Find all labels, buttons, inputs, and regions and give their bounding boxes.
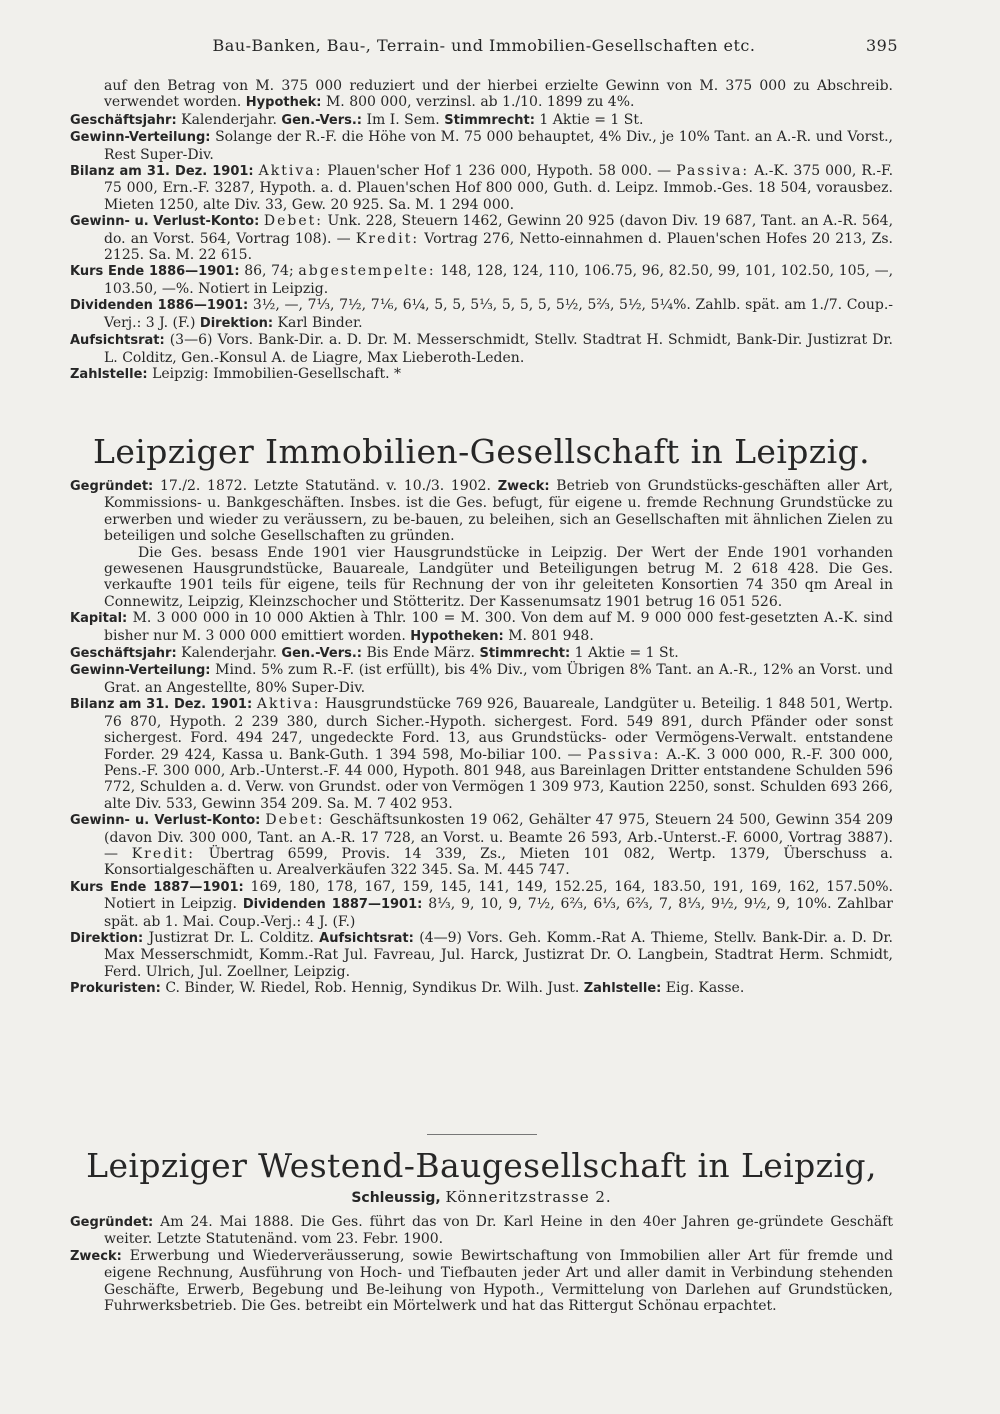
- prev-intro: auf den Betrag von M. 375 000 reduziert und der hierbei erzielte Gewinn von M. 375 000 zu Abschreib. verwendet worden. Hypothek: M. 800 000, verzinsl. ab 1./10. 1899 zu 4%.: [104, 78, 893, 111]
- prev-kurs: Kurs Ende 1886—1901: 86, 74; abgestempelte: 148, 128, 124, 110, 106.75, 96, 82.50, 99, 101, 102.50, 105, —, 103.50, —%. Notiert in Leipzig.: [70, 263, 894, 297]
- section-divider: [427, 1134, 537, 1135]
- lig-bilanz: Bilanz am 31. Dez. 1901: Aktiva: Hausgrundstücke 769 926, Bauareale, Landgüter u. Beteilig. 1 848 501, Wertp. 76 870, Hypoth. 2 239 380, durch Sicher.-Hypoth. sichergest. Ford. 549 891, durch Pfänder oder sonst sichergest. Ford. 494 247, ungedeckte Ford. 13, aus Grundstücks- oder Vermögens-Verwalt. entstandene Forder. 29 424, Kassa u. Bank-Guth. 1 394 598, Mo-biliar 100. — Passiva: A.-K. 3 000 000, R.-F. 300 000, Pens.-F. 300 000, Arb.-Unterst.-F. 44 000, Hypoth. 801 948, aus Bareinlagen Dritter entstandene Schulden 596 772, Schulden a. d. Verw. von Grundst. oder von Vermögen 1 309 973, Kaution 2250, sonst. Schulden 693 266, alte Div. 533, Gewinn 354 209. Sa. M. 7 402 953.: [70, 696, 894, 812]
- hypothek-label: Hypothek:: [245, 95, 322, 111]
- lig-prokuristen: Prokuristen: C. Binder, W. Riedel, Rob. Hennig, Syndikus Dr. Wilh. Just. Zahlstelle: Eig. Kasse.: [70, 980, 745, 997]
- prev-dividenden: Dividenden 1886—1901: 3½, —, 7⅓, 7½, 7⅙, 6¼, 5, 5, 5⅓, 5, 5, 5, 5½, 5⅔, 5½, 5¼%. Zahlb. spät. am 1./7. Coup.-Verj.: 3 J. (F.) Direktion: Karl Binder.: [70, 297, 894, 331]
- lig-gewinn-verteilung: Gewinn-Verteilung: Mind. 5% zum R.-F. (ist erfüllt), bis 4% Div., vom Übrigen 8% Tant. an A.-R., 12% an Vorst. und Grat. an Angestellte, 80% Super-Div.: [70, 662, 893, 696]
- westend-entry: [70, 1214, 893, 1314]
- lig-gewinn-verlust: Gewinn- u. Verlust-Konto: Debet: Geschäftsunkosten 19 062, Gehälter 47 975, Steuern 24 500, Gewinn 354 209 (davon Div. 300 000, Tant. an A.-R. 17 728, an Vorst. u. Beamte 26 593, Arb.-Unterst.-F. 6000, Vortrag 3887). — Kredit: Übertrag 6599, Provis. 14 339, Zs., Mieten 101 082, Wertp. 1379, Überschuss a. Konsortialgeschäften u. Arealverkäufen 322 345. Sa. M. 445 747.: [70, 812, 894, 879]
- lig-description: Die Ges. besass Ende 1901 vier Hausgrundstücke in Leipzig. Der Wert der Ende 1901 vorhanden gewesenen Hausgrundstücke, Bauareale, Landgüter und Beteiligungen betrug M. 2 618 428. Die Ges. verkaufte 1901 teils für eigene, teils für Rechnung der von ihr geleiteten Konsortien 74 350 qm Areal in Connewitz, Leipzig, Kleinzschocher und Stötteritz. Der Kassenumsatz 1901 betrug 16 051 526.: [104, 544, 893, 610]
- prev-gewinn-verteilung: Gewinn-Verteilung: Solange der R.-F. die Höhe von M. 75 000 behauptet, 4% Div., je 10% Tant. an A.-R. und Vorst., Rest Super-Div.: [70, 129, 893, 163]
- running-title: Bau-Banken, Bau-, Terrain- und Immobilien-Gesellschaften etc.: [212, 36, 756, 55]
- prev-geschaeftsjahr: Geschäftsjahr: Kalenderjahr. Gen.-Vers.: Im I. Sem. Stimmrecht: 1 Aktie = 1 St.: [70, 111, 644, 128]
- previous-entry: [70, 78, 893, 383]
- immobilien-entry: [70, 478, 893, 998]
- lig-geschaeftsjahr: Geschäftsjahr: Kalenderjahr. Gen.-Vers.: Bis Ende März. Stimmrecht: 1 Aktie = 1 St.: [70, 645, 679, 662]
- lig-direktion: Direktion: Justizrat Dr. L. Colditz. Aufsichtsrat: (4—9) Vors. Geh. Komm.-Rat A. Thieme, Stellv. Bank-Dir. a. D. Dr. Max Messerschmidt, Komm.-Rat Jul. Favreau, Jul. Harck, Justizrat Dr. O. Langbein, Stadtrat Herm. Schmidt, Ferd. Ulrich, Jul. Zoellner, Leipzig.: [70, 929, 894, 980]
- lwb-zweck: Zweck: Erwerbung und Wiederveräusserung, sowie Bewirtschaftung von Immobilien aller Art für fremde und eigene Rechnung, Ausführung von Hoch- und Tiefbauten jeder Art und aller damit in Verbindung stehenden Geschäfte, Erwerb, Begebung und Be-leihung von Hypoth., Vermittelung von Darlehen auf Grundstücken, Fuhrwerksbetrieb. Die Ges. betreibt ein Mörtelwerk und hat das Rittergut Schönau erpachtet.: [70, 1247, 894, 1315]
- prev-gewinn-verlust: Gewinn- u. Verlust-Konto: Debet: Unk. 228, Steuern 1462, Gewinn 20 925 (davon Div. 19 687, Tant. an A.-R. 564, do. an Vorst. 564, Vortrag 108). — Kredit: Vortrag 276, Netto-einnahmen d. Plauen'schen Hofes 20 213, Zs. 2125. Sa. M. 22 615.: [70, 213, 894, 264]
- lwb-gegruendet: Gegründet: Am 24. Mai 1888. Die Ges. führt das von Dr. Karl Heine in den 40er Jahren ge-gründete Geschäft weiter. Letzte Statutenänd. vom 23. Febr. 1900.: [70, 1214, 893, 1248]
- prev-aufsichtsrat: Aufsichtsrat: (3—6) Vors. Bank-Dir. a. D. Dr. M. Messerschmidt, Stellv. Stadtrat H. Schmidt, Bank-Dir. Justizrat Dr. L. Colditz, Gen.-Konsul A. de Liagre, Max Lieberoth-Leden.: [70, 332, 893, 366]
- page-number: 395: [865, 36, 898, 55]
- lig-kapital: Kapital: M. 3 000 000 in 10 000 Aktien à Thlr. 100 = M. 300. Von dem auf M. 9 000 000 fest-gesetzten A.-K. sind bisher nur M. 3 000 000 emittiert worden. Hypotheken: M. 801 948.: [70, 610, 893, 644]
- company-title-immobilien: Leipziger Immobilien-Gesellschaft in Leipzig.: [93, 432, 870, 471]
- lig-gegruendet: Gegründet: 17./2. 1872. Letzte Statutänd. v. 10./3. 1902. Zweck: Betrieb von Grundstücks-geschäften aller Art, Kommissions- u. Bankgeschäften. Insbes. ist die Ges. befugt, für eigene u. fremde Rechnung Grundstücke zu erwerben und wieder zu veräussern, zu be-bauen, zu beleihen, sich an Gesellschaften mit ähnlichen Zielen zu beteiligen und solche Gesellschaften zu gründen.: [70, 478, 894, 545]
- company-address: Schleussig, Könneritzstrasse 2.: [351, 1188, 612, 1206]
- lig-kurs: Kurs Ende 1887—1901: 169, 180, 178, 167, 159, 145, 141, 149, 152.25, 164, 183.50, 191, 169, 162, 157.50%. Notiert in Leipzig. Dividenden 1887—1901: 8⅓, 9, 10, 9, 7½, 6⅔, 6⅓, 6⅔, 7, 8⅓, 9½, 9½, 9, 10%. Zahlbar spät. ab 1. Mai. Coup.-Verj.: 4 J. (F.): [70, 878, 894, 930]
- prev-zahlstelle: Zahlstelle: Leipzig: Immobilien-Gesellschaft. *: [70, 365, 401, 382]
- prev-bilanz: Bilanz am 31. Dez. 1901: Aktiva: Plauen'scher Hof 1 236 000, Hypoth. 58 000. — Passiva: A.-K. 375 000, R.-F. 75 000, Ern.-F. 3287, Hypoth. a. d. Plauen'schen Hof 800 000, Guth. d. Leipz. Immob.-Ges. 18 504, vorausbez. Mieten 1250, alte Div. 33, Gew. 20 925. Sa. M. 1 294 000.: [70, 163, 894, 213]
- company-title-westend: Leipziger Westend-Baugesellschaft in Leipzig,: [86, 1146, 877, 1185]
- running-header: [70, 36, 898, 55]
